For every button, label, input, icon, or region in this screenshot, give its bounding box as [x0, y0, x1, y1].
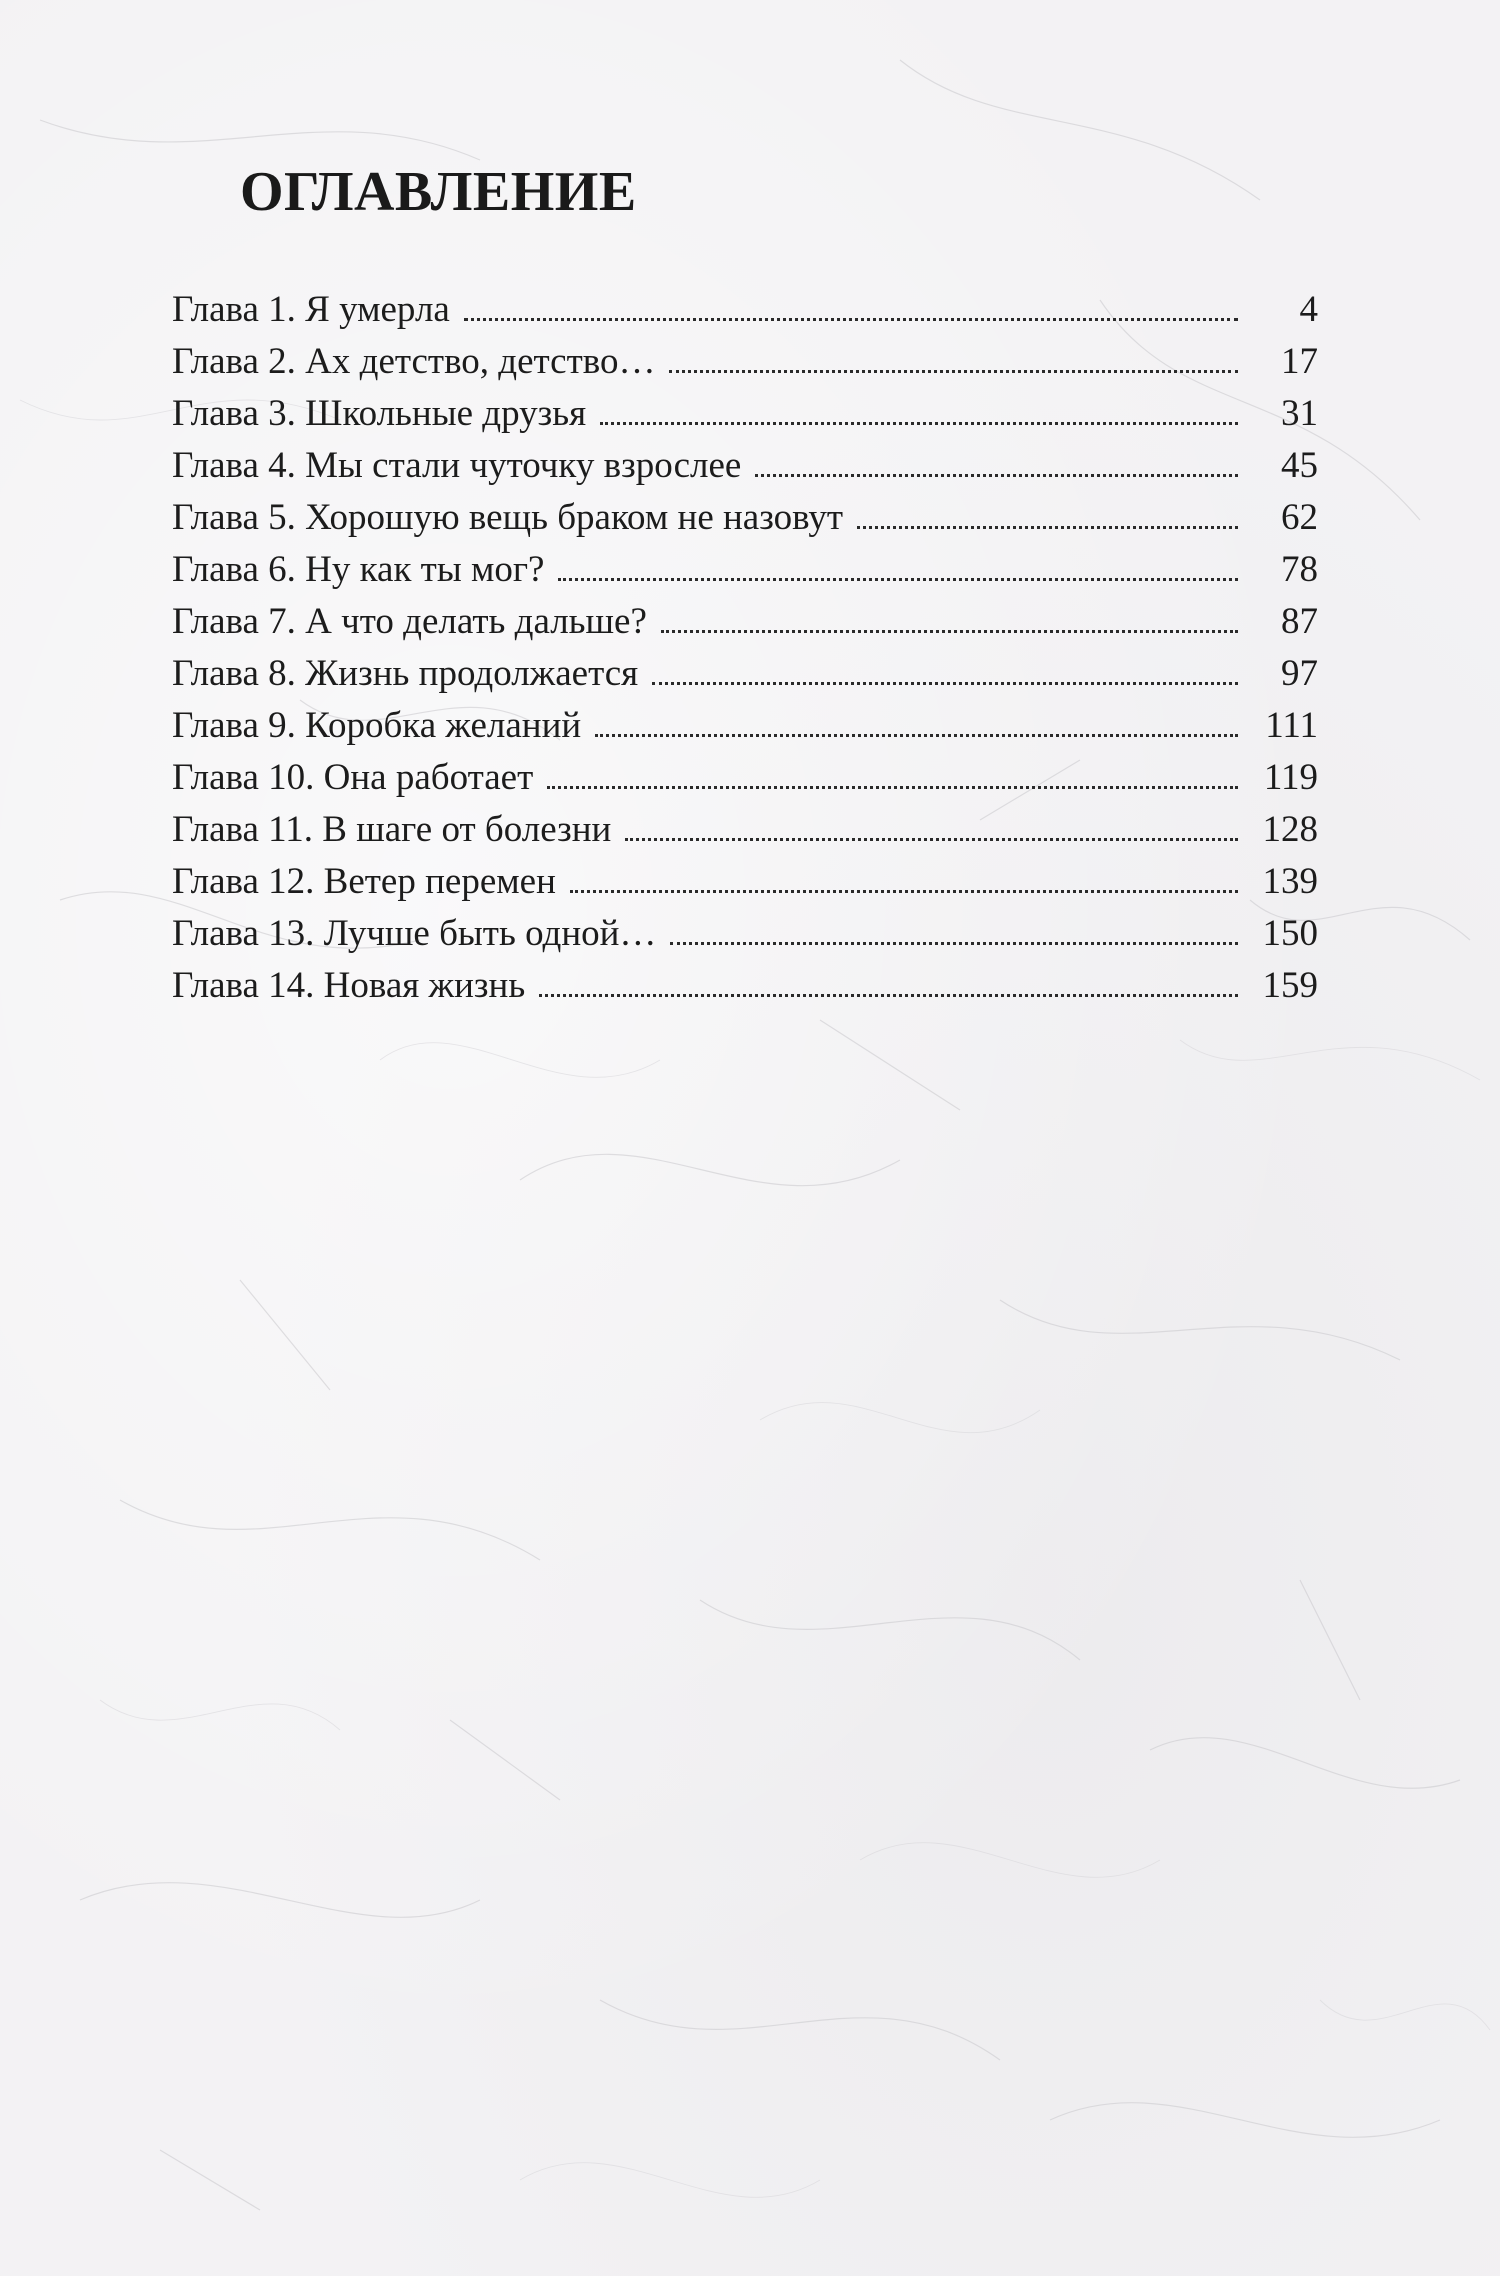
dot-leader: [595, 734, 1238, 737]
toc-entry[interactable]: [172, 336, 1318, 388]
chapter-title: Глава 13. Лучше быть одной…: [172, 913, 657, 954]
toc-entry[interactable]: [172, 700, 1318, 752]
page-number: 87: [1281, 601, 1318, 642]
toc-entry[interactable]: [172, 596, 1318, 648]
page-number: 159: [1262, 965, 1318, 1006]
chapter-title: Глава 6. Ну как ты мог?: [172, 549, 545, 590]
chapter-title: Глава 4. Мы стали чуточку взрослее: [172, 445, 742, 486]
toc-heading: ОГЛАВЛЕНИЕ: [240, 161, 637, 223]
dot-leader: [661, 630, 1238, 633]
chapter-title: Глава 5. Хорошую вещь браком не назовут: [172, 497, 843, 538]
toc-entry[interactable]: [172, 440, 1318, 492]
toc-entry[interactable]: [172, 804, 1318, 856]
chapter-title: Глава 2. Ах детство, детство…: [172, 341, 656, 382]
page-number: 119: [1263, 757, 1318, 798]
chapter-title: Глава 11. В шаге от болезни: [172, 809, 612, 850]
page-number: 78: [1281, 549, 1318, 590]
dot-leader: [755, 474, 1238, 477]
dot-leader: [669, 370, 1238, 373]
chapter-title: Глава 8. Жизнь продолжается: [172, 653, 639, 694]
chapter-title: Глава 9. Коробка желаний: [172, 705, 582, 746]
page-number: 17: [1281, 341, 1318, 382]
dot-leader: [570, 890, 1238, 893]
dot-leader: [558, 578, 1238, 581]
toc-entry[interactable]: [172, 960, 1318, 1012]
chapter-title: Глава 12. Ветер перемен: [172, 861, 556, 902]
toc-entry[interactable]: [172, 856, 1318, 908]
page-number: 4: [1299, 289, 1318, 330]
toc-list: [172, 284, 1318, 1012]
chapter-title: Глава 1. Я умерла: [172, 289, 450, 330]
toc-entry[interactable]: [172, 544, 1318, 596]
page-number: 150: [1262, 913, 1318, 954]
chapter-title: Глава 10. Она работает: [172, 757, 534, 798]
toc-entry[interactable]: [172, 284, 1318, 336]
page-number: 62: [1281, 497, 1318, 538]
toc-entry[interactable]: [172, 388, 1318, 440]
toc-entry[interactable]: [172, 648, 1318, 700]
page-number: 31: [1281, 393, 1318, 434]
dot-leader: [857, 526, 1238, 529]
chapter-title: Глава 7. А что делать дальше?: [172, 601, 647, 642]
toc-entry[interactable]: [172, 752, 1318, 804]
toc-entry[interactable]: [172, 492, 1318, 544]
chapter-title: Глава 14. Новая жизнь: [172, 965, 526, 1006]
dot-leader: [670, 942, 1238, 945]
page-number: 45: [1281, 445, 1318, 486]
page-number: 97: [1281, 653, 1318, 694]
dot-leader: [547, 786, 1238, 789]
toc-entry[interactable]: [172, 908, 1318, 960]
page-number: 139: [1262, 861, 1318, 902]
page-number: 128: [1262, 809, 1318, 850]
dot-leader: [625, 838, 1238, 841]
dot-leader: [600, 422, 1238, 425]
dot-leader: [539, 994, 1238, 997]
dot-leader: [464, 318, 1238, 321]
chapter-title: Глава 3. Школьные друзья: [172, 393, 587, 434]
dot-leader: [652, 682, 1238, 685]
page-number: 111: [1265, 705, 1318, 746]
